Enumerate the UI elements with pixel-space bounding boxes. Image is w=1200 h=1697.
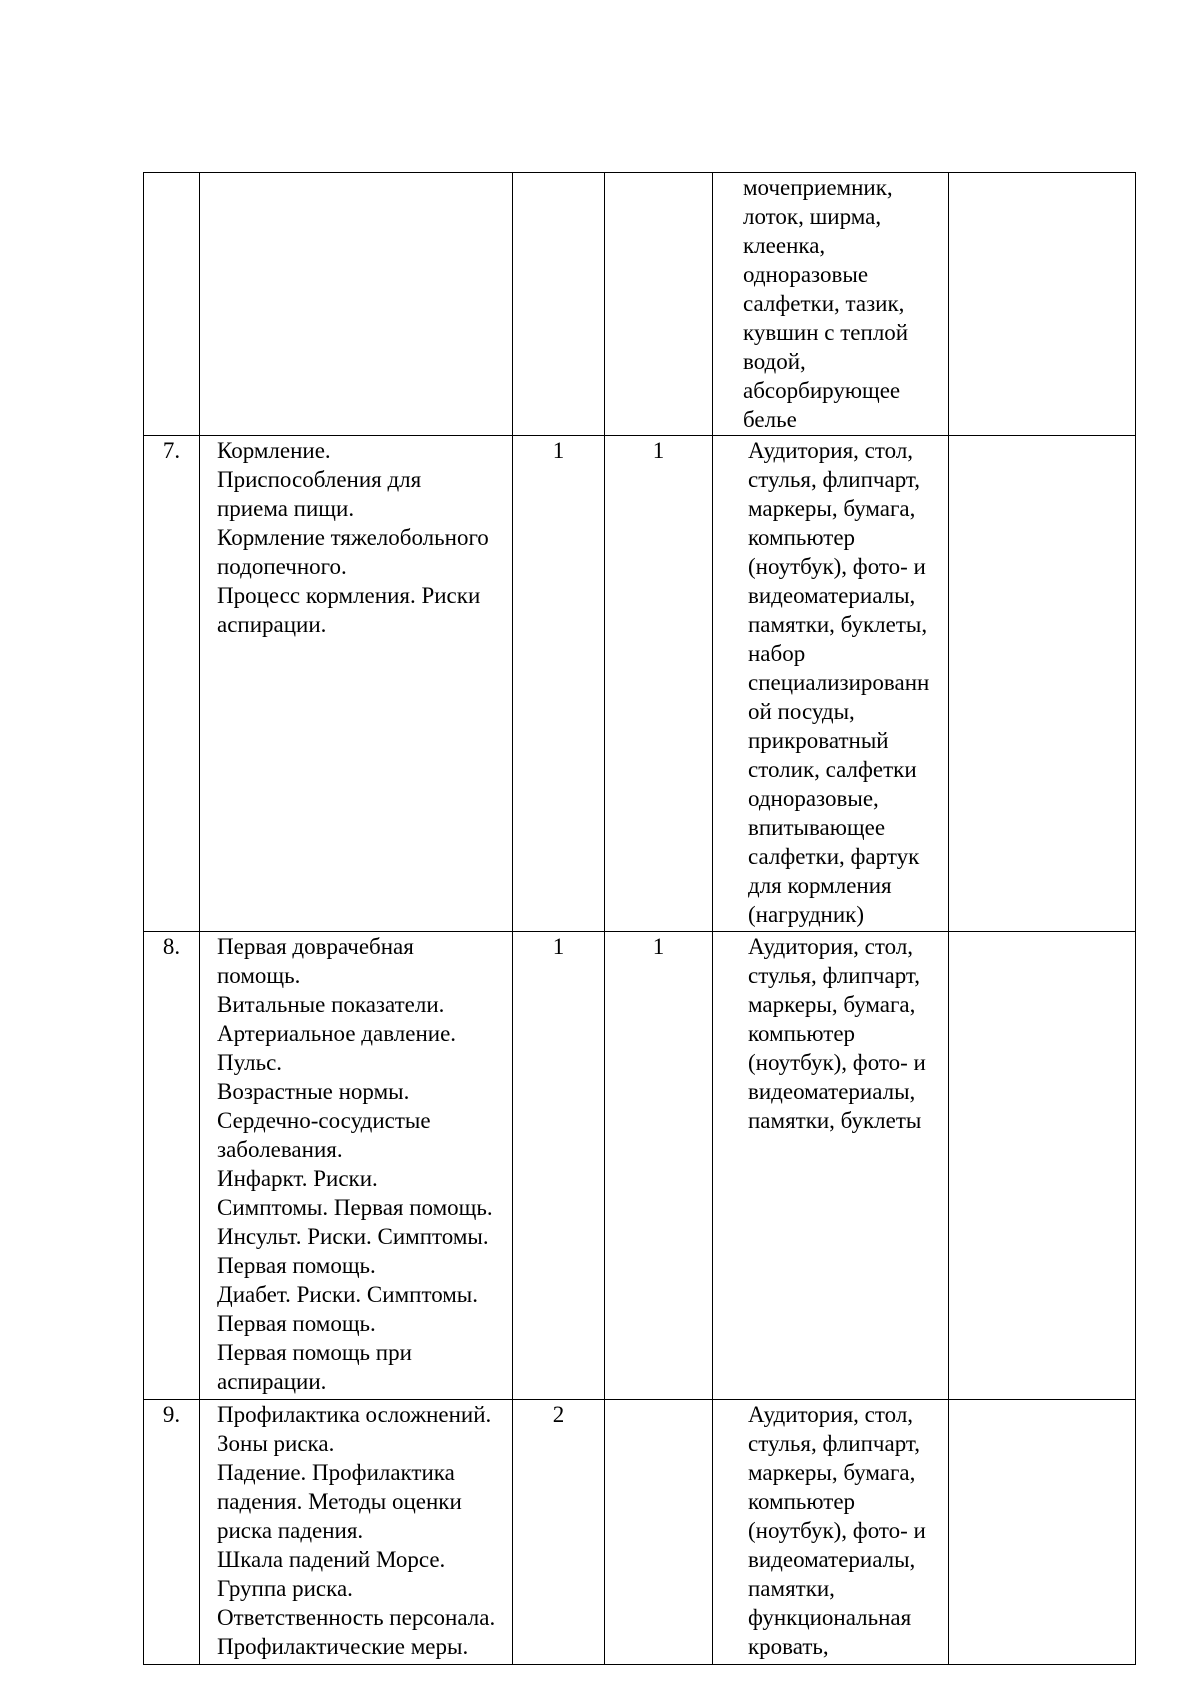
equipment-line: клеенка,	[743, 233, 826, 258]
equipment-line: водой,	[743, 349, 806, 374]
topic-line: помощь.	[217, 963, 301, 988]
topic-line: Возрастные нормы.	[217, 1079, 410, 1104]
equipment-line: Аудитория, стол,	[748, 1402, 914, 1427]
topic-line: приема пищи.	[217, 496, 355, 521]
topic-line: подопечного.	[217, 554, 347, 579]
topic-line: Первая помощь.	[217, 1311, 376, 1336]
topic-cell	[200, 1400, 513, 1665]
equipment-line: функциональная	[748, 1605, 912, 1630]
topic-line: Артериальное давление.	[217, 1021, 457, 1046]
hours-practice-cell	[605, 932, 713, 1400]
row-number: 9.	[162, 1402, 181, 1427]
equipment-line: салфетки, фартук	[748, 844, 920, 869]
topic-line: риска падения.	[217, 1518, 364, 1543]
equipment-line: кровать,	[748, 1634, 829, 1659]
equipment-line: памятки,	[748, 1576, 835, 1601]
topic-line: Профилактические меры.	[217, 1634, 469, 1659]
hours-practice-cell	[605, 1400, 713, 1665]
topic-line: Пульс.	[217, 1050, 283, 1075]
topic-line: Процесс кормления. Риски	[217, 583, 481, 608]
topic-cell	[200, 436, 513, 932]
row-number-cell	[144, 1400, 200, 1665]
curriculum-table	[143, 172, 1136, 1665]
equipment-line: Аудитория, стол,	[748, 438, 914, 463]
equipment-line: для кормления	[748, 873, 892, 898]
topic-line: Кормление тяжелобольного	[217, 525, 489, 550]
topic-line: аспирации.	[217, 1369, 327, 1394]
table-row	[144, 932, 1136, 1400]
table-body	[144, 173, 1136, 1665]
topic-line: Ответственность персонала.	[217, 1605, 496, 1630]
equipment-line: видеоматериалы,	[748, 1079, 916, 1104]
equipment-line: мочеприемник,	[743, 175, 893, 200]
hours-practice: 1	[652, 934, 665, 959]
equipment-line: абсорбирующее	[743, 378, 901, 403]
topic-cell	[200, 173, 513, 436]
notes-cell	[949, 932, 1136, 1400]
topic-line: Витальные показатели.	[217, 992, 445, 1017]
topic-line: заболевания.	[217, 1137, 343, 1162]
topic-line: Зоны риска.	[217, 1431, 335, 1456]
equipment-line: столик, салфетки	[748, 757, 917, 782]
topic-line: Профилактика осложнений.	[217, 1402, 492, 1427]
table-row	[144, 1400, 1136, 1665]
equipment-line: одноразовые	[743, 262, 869, 287]
equipment-line: (ноутбук), фото- и	[748, 1518, 926, 1543]
equipment-line: лоток, ширма,	[743, 204, 882, 229]
topic-cell	[200, 932, 513, 1400]
topic-line: Первая помощь.	[217, 1253, 376, 1278]
equipment-line: стулья, флипчарт,	[748, 963, 920, 988]
equipment-line: Аудитория, стол,	[748, 934, 914, 959]
topic-line: Приспособления для	[217, 467, 422, 492]
notes-cell	[949, 436, 1136, 932]
equipment-cell	[713, 436, 949, 932]
equipment-cell	[713, 1400, 949, 1665]
equipment-line: компьютер	[748, 1489, 856, 1514]
hours-theory-cell	[513, 173, 605, 436]
hours-theory-cell	[513, 436, 605, 932]
equipment-line: одноразовые,	[748, 786, 879, 811]
row-number-cell	[144, 932, 200, 1400]
topic-line: Инфаркт. Риски.	[217, 1166, 378, 1191]
notes-cell	[949, 173, 1136, 436]
equipment-line: памятки, буклеты,	[748, 612, 928, 637]
row-number: 7.	[162, 438, 181, 463]
hours-theory-cell	[513, 932, 605, 1400]
equipment-line: белье	[743, 407, 797, 432]
topic-line: Кормление.	[217, 438, 331, 463]
topic-line: Падение. Профилактика	[217, 1460, 455, 1485]
equipment-line: компьютер	[748, 525, 856, 550]
equipment-line: компьютер	[748, 1021, 856, 1046]
topic-line: Сердечно-сосудистые	[217, 1108, 431, 1133]
equipment-line: кувшин с теплой	[743, 320, 909, 345]
equipment-line: специализированн	[748, 670, 930, 695]
equipment-cell	[713, 173, 949, 436]
equipment-line: маркеры, бумага,	[748, 496, 916, 521]
equipment-line: набор	[748, 641, 806, 666]
equipment-line: впитывающее	[748, 815, 886, 840]
topic-line: Симптомы. Первая помощь.	[217, 1195, 493, 1220]
table-row	[144, 436, 1136, 932]
hours-practice-cell	[605, 173, 713, 436]
equipment-line: (нагрудник)	[748, 902, 865, 927]
topic-line: Первая доврачебная	[217, 934, 414, 959]
equipment-line: ой посуды,	[748, 699, 855, 724]
topic-line: аспирации.	[217, 612, 327, 637]
equipment-line: маркеры, бумага,	[748, 1460, 916, 1485]
row-number-cell	[144, 436, 200, 932]
row-number: 8.	[162, 934, 181, 959]
equipment-line: маркеры, бумага,	[748, 992, 916, 1017]
topic-line: Группа риска.	[217, 1576, 353, 1601]
equipment-line: стулья, флипчарт,	[748, 1431, 920, 1456]
equipment-cell	[713, 932, 949, 1400]
notes-cell	[949, 1400, 1136, 1665]
equipment-line: видеоматериалы,	[748, 583, 916, 608]
hours-theory: 1	[552, 934, 565, 959]
equipment-line: (ноутбук), фото- и	[748, 1050, 926, 1075]
equipment-line: прикроватный	[748, 728, 889, 753]
topic-line: Шкала падений Морсе.	[217, 1547, 446, 1572]
table-row	[144, 173, 1136, 436]
equipment-line: видеоматериалы,	[748, 1547, 916, 1572]
equipment-line: салфетки, тазик,	[743, 291, 905, 316]
equipment-line: памятки, буклеты	[748, 1108, 922, 1133]
equipment-line: (ноутбук), фото- и	[748, 554, 926, 579]
hours-theory-cell	[513, 1400, 605, 1665]
row-number-cell	[144, 173, 200, 436]
hours-practice-cell	[605, 436, 713, 932]
topic-line: Инсульт. Риски. Симптомы.	[217, 1224, 489, 1249]
hours-practice: 1	[652, 438, 665, 463]
hours-theory: 1	[552, 438, 565, 463]
topic-line: Первая помощь при	[217, 1340, 412, 1365]
equipment-line: стулья, флипчарт,	[748, 467, 920, 492]
hours-theory: 2	[552, 1402, 565, 1427]
topic-line: Диабет. Риски. Симптомы.	[217, 1282, 479, 1307]
topic-line: падения. Методы оценки	[217, 1489, 462, 1514]
